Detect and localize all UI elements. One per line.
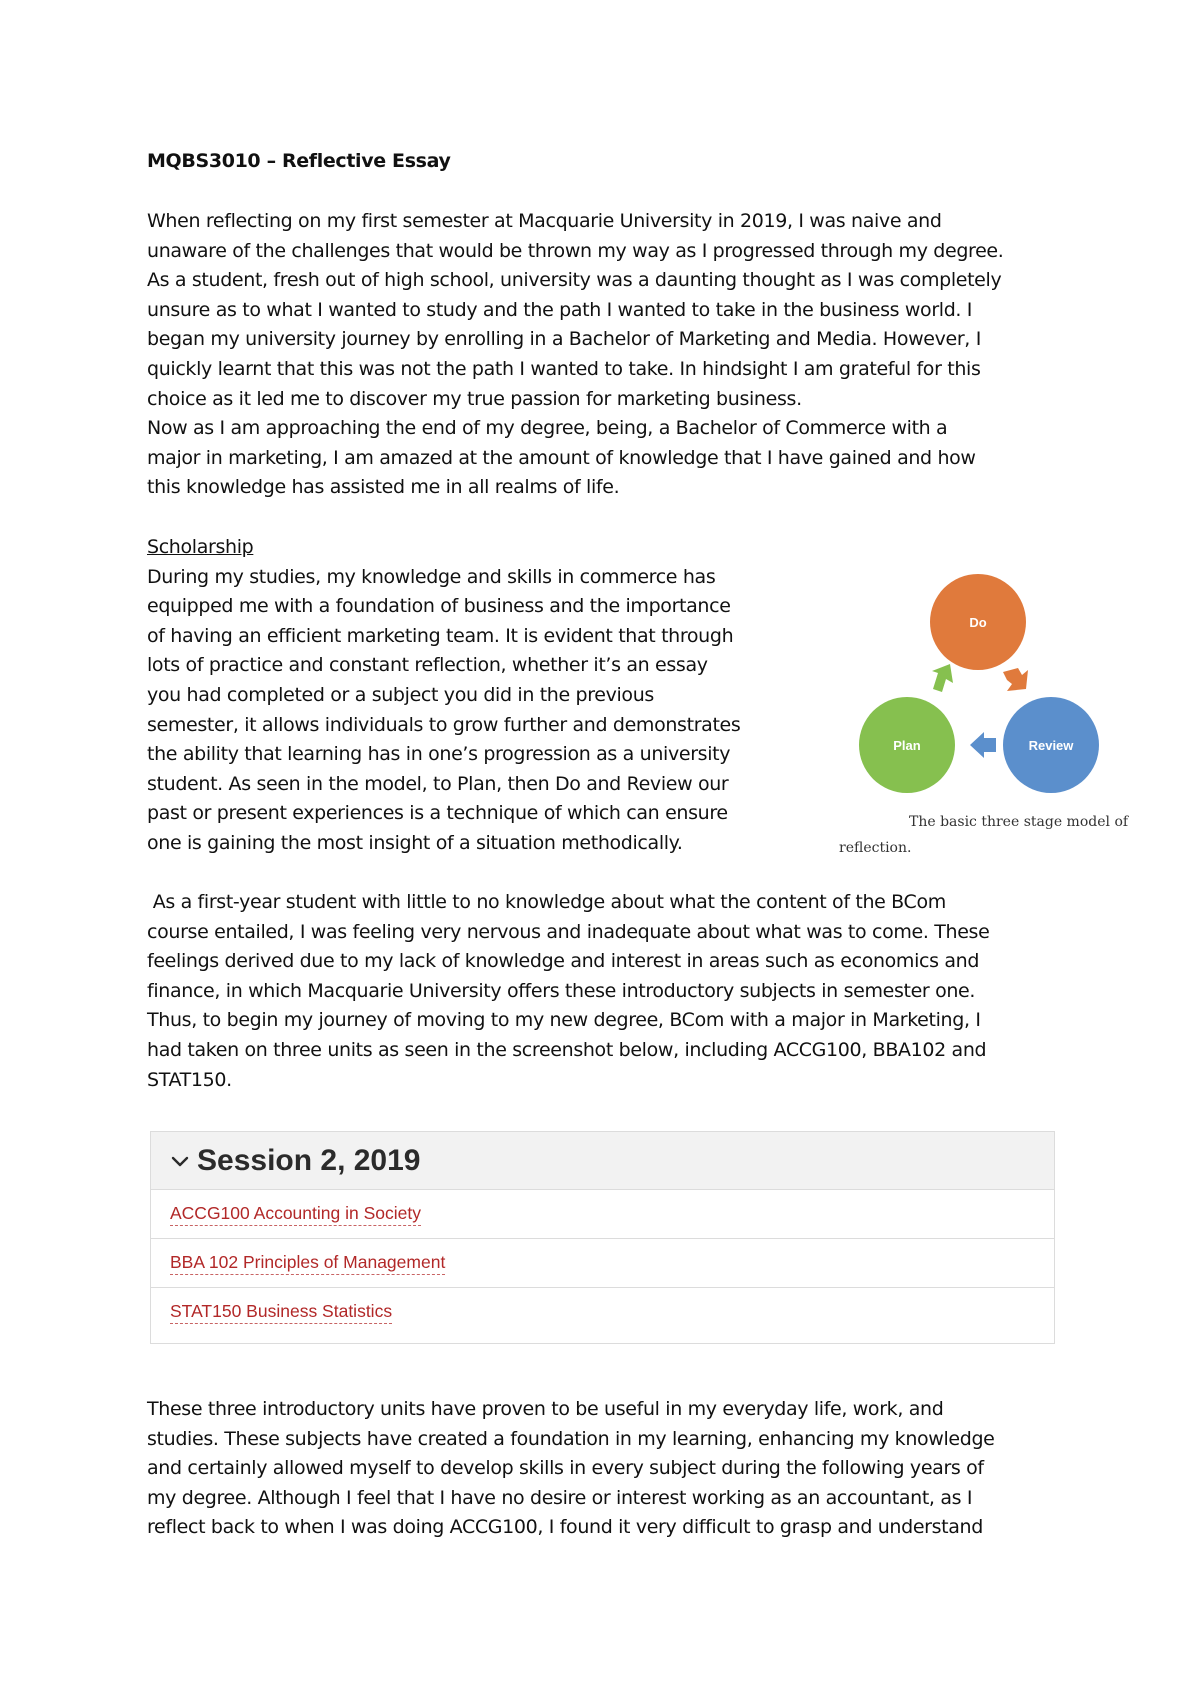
unit-link-stat150[interactable]: STAT150 Business Statistics xyxy=(170,1301,392,1324)
do-label: Do xyxy=(969,615,987,630)
essay-title: MQBS3010 – Reflective Essay xyxy=(147,150,451,172)
intro-line: choice as it led me to discover my true passion for marketing business. xyxy=(147,387,802,410)
section-heading: Scholarship xyxy=(147,536,254,558)
unit-link-bba102[interactable]: BBA 102 Principles of Management xyxy=(170,1252,445,1275)
closing-line: studies. These subjects have created a foundation in my learning, enhancing my knowledge xyxy=(147,1427,995,1450)
intro-line: quickly learnt that this was not the path I wanted to take. In hindsight I am grateful for this xyxy=(147,357,981,380)
arrow-do-to-review xyxy=(1003,668,1028,691)
plan-label: Plan xyxy=(893,738,921,753)
intro-line: major in marketing, I am amazed at the amount of knowledge that I have gained and how xyxy=(147,446,976,469)
figure-caption-line1: The basic three stage model of xyxy=(909,814,1129,830)
closing-paragraph xyxy=(147,1395,995,1543)
figure-caption-line2: reflection. xyxy=(839,840,912,856)
unit-link-accg100[interactable]: ACCG100 Accounting in Society xyxy=(170,1203,421,1226)
scholarship-line: lots of practice and constant reflection, whether it’s an essay xyxy=(147,654,708,677)
intro-line: Now as I am approaching the end of my degree, being, a Bachelor of Commerce with a xyxy=(147,417,948,440)
intro-line: As a student, fresh out of high school, university was a daunting thought as I was completely xyxy=(147,269,1002,292)
scholarship-line: the ability that learning has in one’s progression as a university xyxy=(147,743,731,766)
scholarship-line: equipped me with a foundation of business and the importance xyxy=(147,595,731,618)
unit-row xyxy=(151,1288,1054,1337)
session-units-screenshot xyxy=(150,1131,1055,1344)
first-year-line: Thus, to begin my journey of moving to my new degree, BCom with a major in Marketing, I xyxy=(147,1009,981,1032)
first-year-line: had taken on three units as seen in the screenshot below, including ACCG100, BBA102 and xyxy=(147,1038,987,1061)
first-year-line: STAT150. xyxy=(147,1068,232,1091)
scholarship-line: you had completed or a subject you did in the previous xyxy=(147,683,654,706)
unit-row xyxy=(151,1190,1054,1239)
intro-paragraph xyxy=(147,207,1003,503)
first-year-line: course entailed, I was feeling very nervous and inadequate about what was to come. These xyxy=(147,920,990,943)
first-year-line: As a first-year student with little to no knowledge about what the content of the BCom xyxy=(147,891,946,913)
scholarship-line: one is gaining the most insight of a situation methodically. xyxy=(147,831,683,854)
arrow-review-to-plan xyxy=(970,732,996,758)
scholarship-line: student. As seen in the model, to Plan, then Do and Review our xyxy=(147,772,729,795)
closing-line: reflect back to when I was doing ACCG100, I found it very difficult to grasp and understand xyxy=(147,1516,983,1539)
scholarship-line: semester, it allows individuals to grow further and demonstrates xyxy=(147,713,741,736)
scholarship-line: During my studies, my knowledge and skills in commerce has xyxy=(147,565,716,588)
reflection-model-figure xyxy=(800,552,1140,872)
closing-line: my degree. Although I feel that I have no desire or interest working as an accountant, as I xyxy=(147,1486,973,1509)
first-year-paragraph xyxy=(147,888,989,1095)
chevron-down-icon[interactable] xyxy=(169,1150,191,1172)
session-header[interactable] xyxy=(151,1132,1054,1190)
intro-line: this knowledge has assisted me in all realms of life. xyxy=(147,476,620,499)
closing-line: and certainly allowed myself to develop skills in every subject during the following years of xyxy=(147,1457,984,1480)
unit-row xyxy=(151,1239,1054,1288)
scholarship-section xyxy=(147,533,740,859)
first-year-line: finance, in which Macquarie University offers these introductory subjects in semester one. xyxy=(147,979,976,1002)
scholarship-line: of having an efficient marketing team. It is evident that through xyxy=(147,624,734,647)
scholarship-line: past or present experiences is a technique of which can ensure xyxy=(147,802,728,825)
first-year-line: feelings derived due to my lack of knowledge and interest in areas such as economics and xyxy=(147,950,980,973)
intro-line: When reflecting on my first semester at Macquarie University in 2019, I was naive and xyxy=(147,210,942,232)
review-label: Review xyxy=(1028,738,1074,753)
closing-line: These three introductory units have proven to be useful in my everyday life, work, and xyxy=(147,1398,944,1420)
intro-line: unaware of the challenges that would be thrown my way as I progressed through my degree. xyxy=(147,239,1004,262)
intro-line: unsure as to what I wanted to study and the path I wanted to take in the business world. I xyxy=(147,298,973,321)
arrow-plan-to-do xyxy=(932,664,953,692)
session-title: Session 2, 2019 xyxy=(197,1143,421,1177)
intro-line: began my university journey by enrolling in a Bachelor of Marketing and Media. However, I xyxy=(147,328,981,351)
essay-title-block xyxy=(147,147,451,177)
